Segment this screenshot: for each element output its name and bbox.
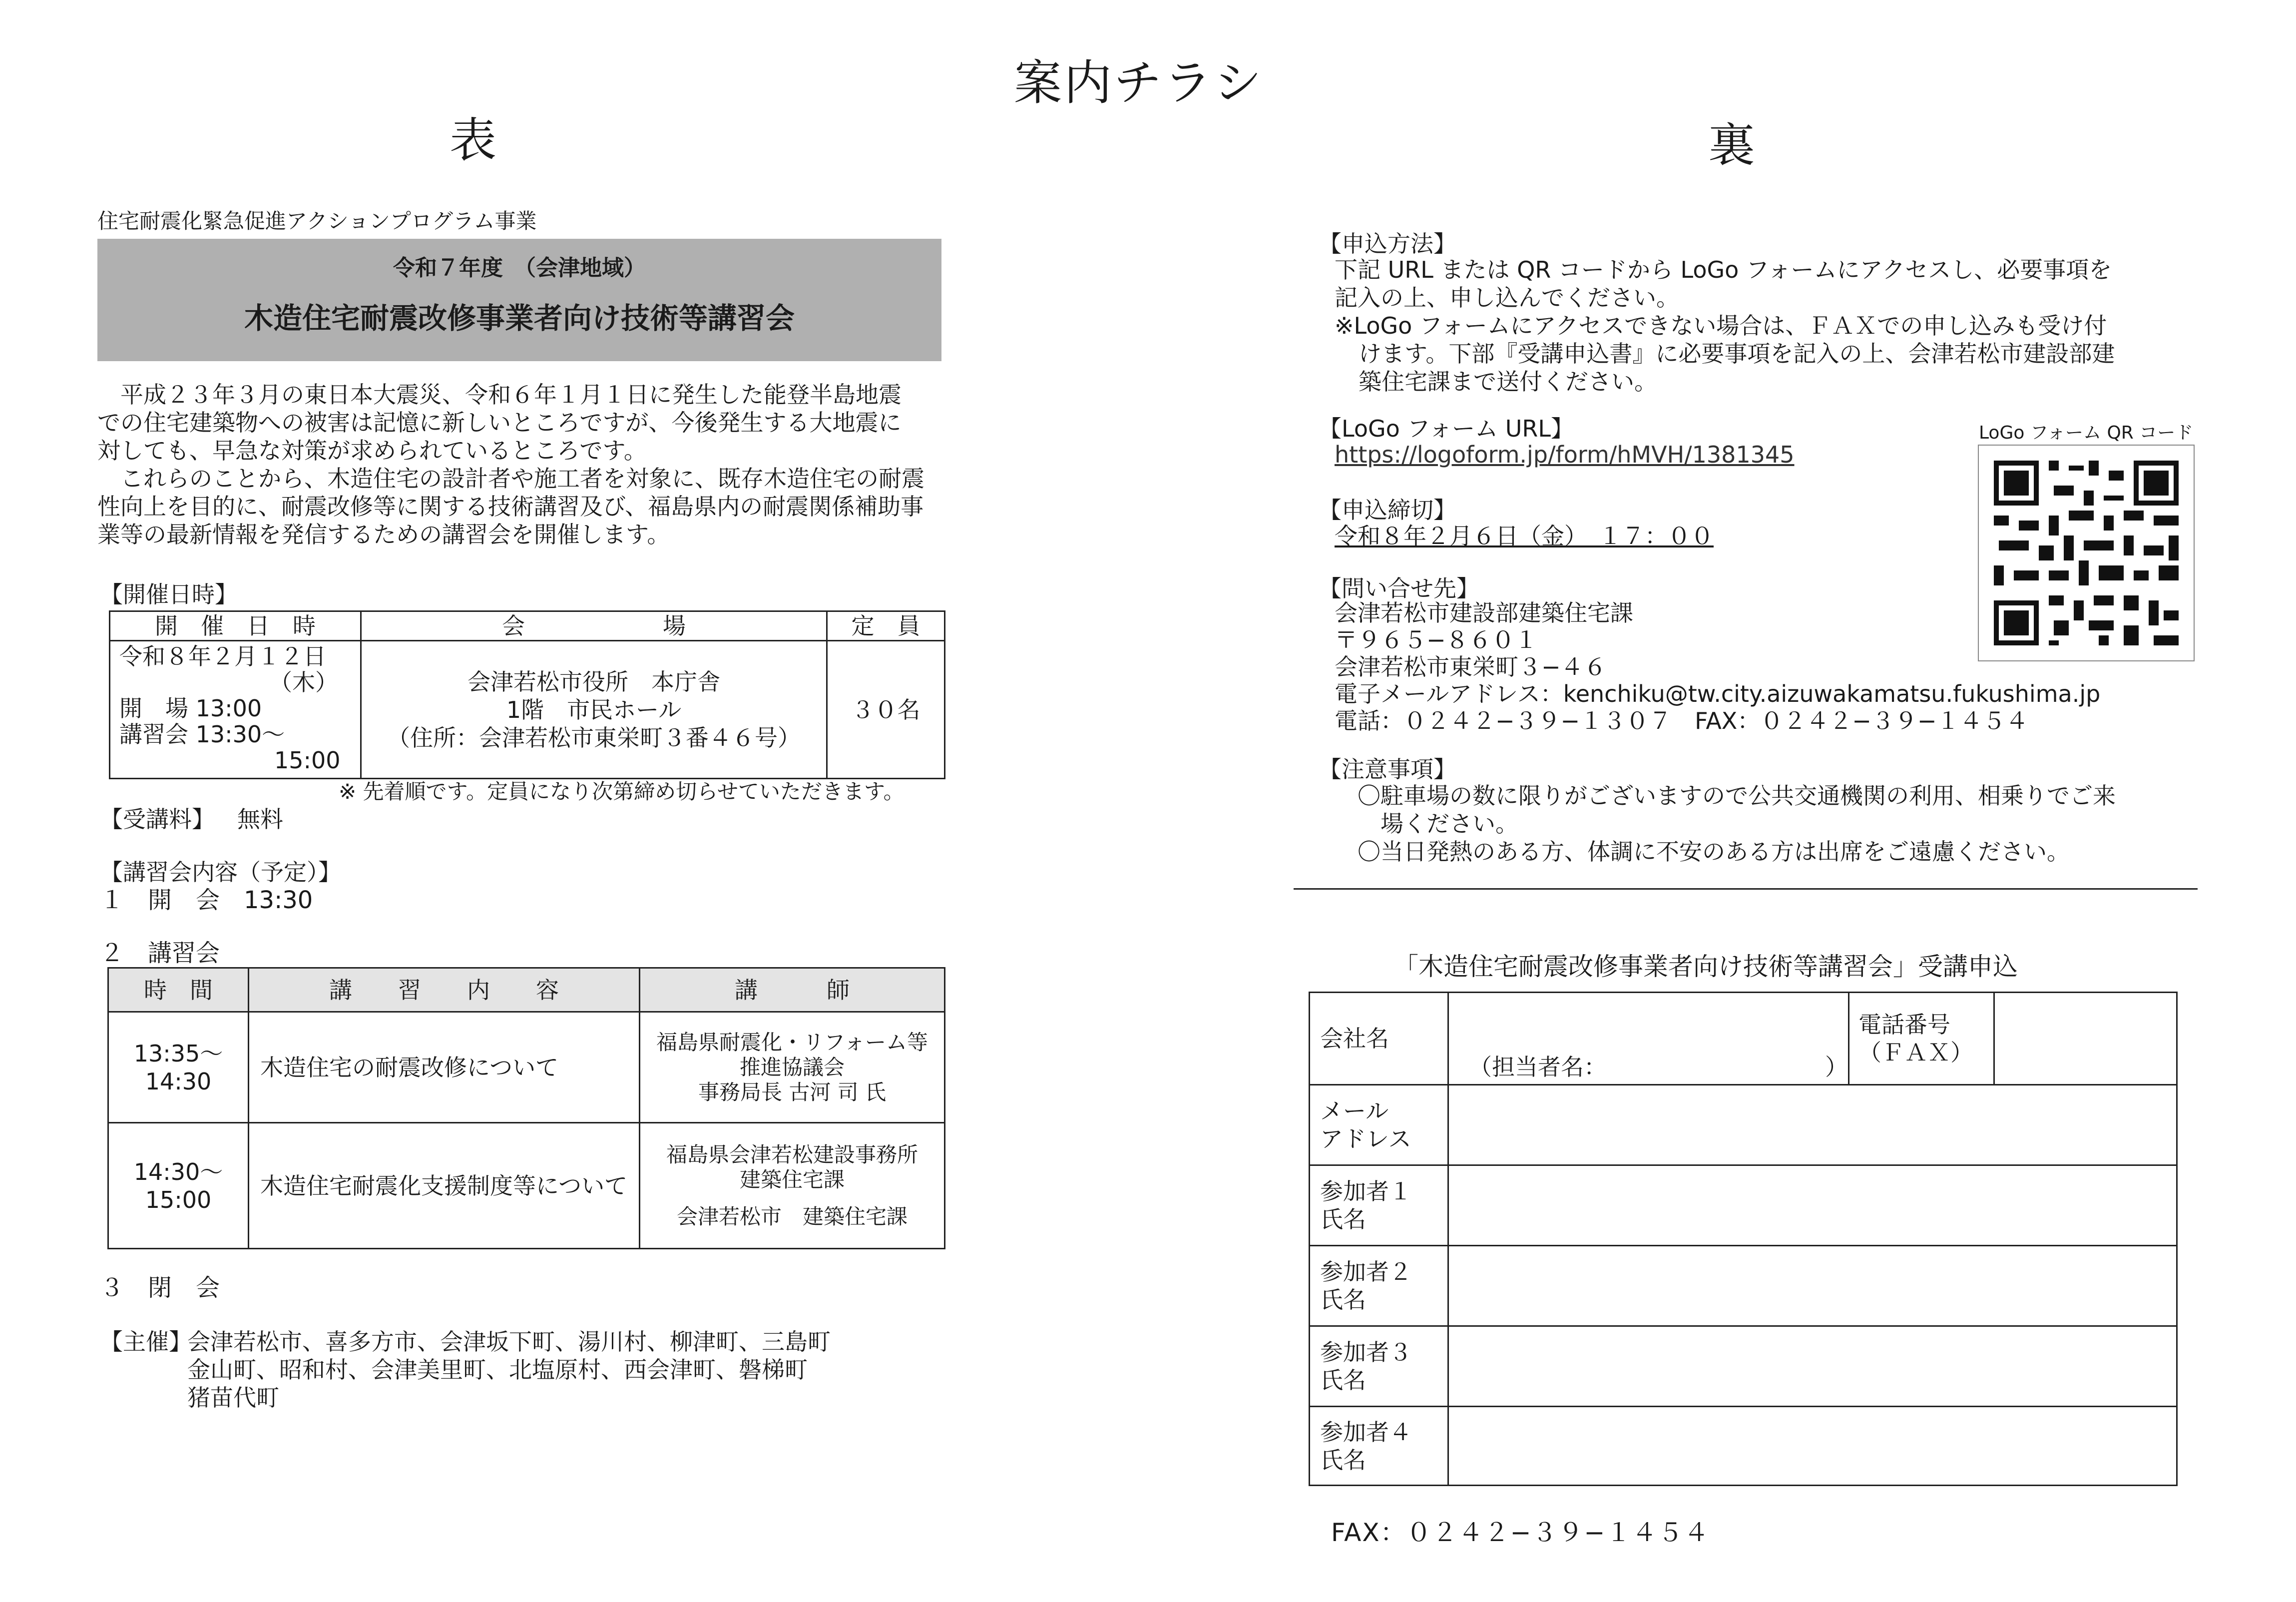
organizer-line: 金山町、昭和村、会津美里町、北塩原村、西会津町、磐梯町 (187, 1356, 808, 1383)
contact-block (1335, 599, 2100, 734)
apply-line: ※LoGo フォームにアクセスできない場合は、ＦＡＸでの申し込みも受け付 (1335, 312, 2107, 339)
schedule-header: 定 員 (827, 611, 945, 641)
venue-line: （住所：会津若松市東栄町３番４６号） (387, 724, 801, 751)
notes-block (1358, 782, 2116, 866)
participant-label: 参加者２ (1320, 1258, 1412, 1285)
form-participant-2-field[interactable] (1448, 1246, 2177, 1326)
apply-line: 下記 URL または QR コードから LoGo フォームにアクセスし、必要事項を (1335, 256, 2112, 283)
form-label-participant-2 (1310, 1246, 1448, 1326)
contact-dept: 会津若松市建設部建築住宅課 (1335, 599, 1633, 626)
participant-label: 氏名 (1320, 1206, 1366, 1233)
lecturer-line: 推進協議会 (739, 1055, 845, 1079)
contact-email[interactable]: 電子メールアドレス：kenchiku@tw.city.aizuwakamatsu.fukushima.jp (1335, 680, 2101, 707)
form-label-participant-1 (1310, 1165, 1448, 1246)
participant-label: 参加者４ (1320, 1418, 1412, 1446)
schedule-note: ※ 先着順です。定員になり次第締め切らせていただきます。 (339, 779, 905, 804)
form-phone-field[interactable] (1994, 993, 2177, 1085)
schedule-heading: 【開催日時】 (100, 581, 238, 608)
back-side-label: 裏 (1708, 118, 1756, 173)
lecture-time (108, 1012, 249, 1123)
fax-footer: FAX：０２４２−３９−１４５４ (1331, 1518, 1710, 1547)
organizer-line: 猪苗代町 (187, 1384, 279, 1411)
organizer-line: 会津若松市、喜多方市、会津坂下町、湯川村、柳津町、三島町 (187, 1328, 831, 1355)
form-email-field[interactable] (1448, 1085, 2177, 1165)
form-participant-3-field[interactable] (1448, 1326, 2177, 1407)
form-label-participant-4 (1310, 1407, 1448, 1486)
form-url-link[interactable]: https://logoform.jp/form/hMVH/1381345 (1335, 441, 1795, 468)
lecturer-line: 会津若松市 建築住宅課 (676, 1204, 908, 1229)
venue-line: 会津若松市役所 本庁舎 (467, 668, 720, 695)
contact-phone: 電話：０２４２−３９−１３０７ FAX：０２４２−３９−１４５４ (1335, 707, 2029, 734)
schedule-end: 15:00 (274, 747, 341, 774)
program-item-open: １ 開 会 13:30 (100, 886, 313, 914)
lecturer-line: 福島県会津若松建設事務所 (666, 1142, 918, 1167)
divider (1294, 888, 2198, 890)
lecture-header: 講 習 内 容 (249, 968, 640, 1012)
participant-label: 氏名 (1320, 1367, 1366, 1394)
apply-line: 築住宅課まで送付ください。 (1359, 368, 1657, 395)
intro-line: 性向上を目的に、耐震改修等に関する技術講習及び、福島県内の耐震関係補助事 (97, 493, 924, 520)
lecture-header: 講 師 (640, 968, 945, 1012)
form-label-email-line: メール (1320, 1097, 1389, 1124)
banner-year: 令和７年度 （会津地域） (393, 255, 646, 281)
form-label-phone-line: 電話番号 (1858, 1011, 1950, 1038)
lecturer-line: 福島県耐震化・リフォーム等 (656, 1030, 928, 1055)
lecture-header: 時 間 (108, 968, 249, 1012)
schedule-start: 講習会 13:30～ (119, 721, 285, 748)
participant-label: 参加者１ (1320, 1178, 1412, 1205)
note-line: 〇当日発熱のある方、体調に不安のある方は出席をご遠慮ください。 (1358, 838, 2070, 865)
lecture-content: 木造住宅の耐震改修について (249, 1012, 640, 1123)
lecturer-line: 建築住宅課 (739, 1167, 845, 1192)
form-participant-1-field[interactable] (1448, 1165, 2177, 1246)
lecture-lecturer (640, 1123, 945, 1249)
schedule-date: 令和８年２月１２日 (119, 643, 326, 670)
form-label-phone (1849, 993, 1994, 1085)
lecturer-spacer (640, 1192, 944, 1204)
participant-label: 氏名 (1320, 1446, 1366, 1474)
schedule-weekday: （木） (269, 669, 338, 696)
contact-address: 会津若松市東栄町３−４６ (1335, 653, 1607, 680)
fee-label: 【受講料】 (100, 806, 215, 833)
content-heading: 【講習会内容（予定）】 (100, 859, 341, 886)
form-label-participant-3 (1310, 1326, 1448, 1407)
program-item-close: ３ 閉 会 (100, 1274, 220, 1302)
url-heading: 【LoGo フォーム URL】 (1319, 415, 1574, 442)
schedule-venue-cell (361, 641, 827, 779)
lecture-time-start: 14:30～ (133, 1158, 223, 1185)
intro-line: 平成２３年３月の東日本大震災、令和６年１月１日に発生した能登半島地震 (97, 381, 902, 408)
lecture-table (107, 967, 945, 1249)
qr-label: LoGo フォーム QR コード (1979, 423, 2194, 443)
apply-line: けます。下部『受講申込書』に必要事項を記入の上、会津若松市建設部建 (1359, 340, 2115, 367)
form-participant-4-field[interactable] (1448, 1407, 2177, 1486)
lecture-lecturer (640, 1012, 945, 1123)
banner-title: 木造住宅耐震改修事業者向け技術等講習会 (244, 301, 795, 335)
lecturer-line: 事務局長 古河 司 氏 (698, 1079, 887, 1104)
schedule-open: 開 場 13:00 (119, 695, 262, 722)
deadline-value: 令和８年２月６日（金） １７：００ (1335, 523, 1714, 549)
schedule-date-cell (110, 641, 361, 779)
contact-postal: 〒９６５−８６０１ (1335, 626, 1538, 653)
schedule-capacity: ３０名 (827, 641, 945, 779)
form-label-company: 会社名 (1310, 993, 1448, 1085)
lecture-content: 木造住宅耐震化支援制度等について (249, 1123, 640, 1249)
note-line: 場ください。 (1358, 810, 1518, 837)
apply-line: 記入の上、申し込んでください。 (1335, 284, 1679, 311)
organizer-list (187, 1328, 831, 1412)
intro-line: 業等の最新情報を発信するための講習会を開催します。 (97, 521, 670, 548)
form-title: 「木造住宅耐震改修事業者向け技術等講習会」受講申込 (1393, 952, 2018, 981)
program-item-lecture: ２ 講習会 (100, 939, 220, 967)
form-company-field[interactable] (1448, 993, 1849, 1085)
schedule-table (109, 610, 945, 779)
title-banner (97, 239, 941, 361)
note-line: 〇駐車場の数に限りがございますので公共交通機関の利用、相乗りでご来 (1358, 782, 2116, 809)
fee-value: 無料 (237, 806, 283, 833)
notes-heading: 【注意事項】 (1319, 756, 1456, 783)
front-side-label: 表 (450, 113, 497, 168)
schedule-header: 会 場 (361, 611, 827, 641)
form-label-email (1310, 1085, 1448, 1165)
lecture-time-end: 14:30 (145, 1068, 212, 1095)
form-label-fax-line: （ＦＡＸ） (1858, 1039, 1973, 1066)
apply-text (1335, 256, 2115, 396)
participant-label: 氏名 (1320, 1286, 1366, 1313)
organizer-label: 【主催】 (100, 1328, 192, 1355)
participant-label: 参加者３ (1320, 1339, 1412, 1366)
apply-heading: 【申込方法】 (1319, 230, 1456, 257)
form-label-email-line: アドレス (1320, 1125, 1411, 1152)
intro-text (97, 381, 946, 548)
schedule-header: 開 催 日 時 (110, 611, 361, 641)
lecture-time-end: 15:00 (145, 1186, 212, 1213)
lecture-time (108, 1123, 249, 1249)
page-title: 案内チラシ (1014, 55, 1264, 111)
form-contact-person-label: （担当者名： ） (1469, 1054, 1848, 1080)
deadline-heading: 【申込締切】 (1319, 497, 1456, 524)
contact-heading: 【問い合せ先】 (1319, 575, 1479, 602)
intro-line: での住宅建築物への被害は記憶に新しいところですが、今後発生する大地震に (97, 409, 902, 436)
intro-line: 対しても、早急な対策が求められているところです。 (97, 437, 647, 464)
lecture-time-start: 13:35～ (133, 1040, 223, 1067)
intro-line: これらのことから、木造住宅の設計者や施工者を対象に、既存木造住宅の耐震 (97, 465, 924, 492)
program-line: 住宅耐震化緊急促進アクションプログラム事業 (97, 209, 537, 233)
venue-line: 1階 市民ホール (506, 696, 682, 723)
application-form-table (1309, 992, 2178, 1486)
